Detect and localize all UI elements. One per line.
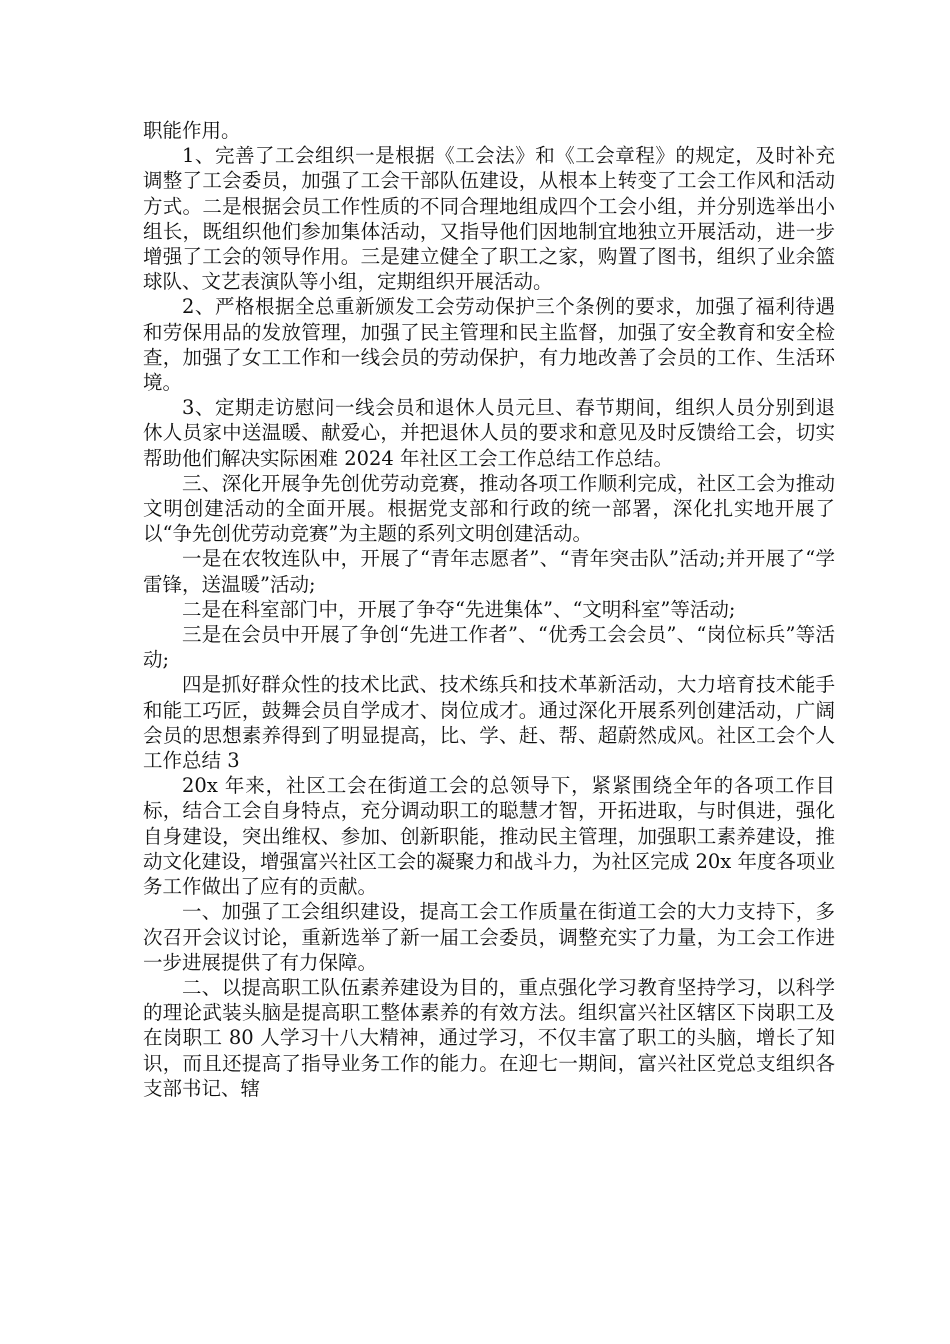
paragraph-section-one: 一、加强了工会组织建设，提高工会工作质量在街道工会的大力支持下，多次召开会议讨论，重新选举了新一届工会委员，调整充实了力量，为工会工作进一步进展提供了有力保障。 [143, 900, 835, 974]
paragraph-continuation: 职能作用。 [143, 119, 241, 142]
paragraph-year-summary: 20x 年来，社区工会在街道工会的总领导下，紧紧围绕全年的各项工作目标，结合工会自身特点，充分调动职工的聪慧才智，开拓进取，与时俱进，强化自身建设，突出维权、参加、创新职能，推动民主管理，加强职工素养建设，推动文化建设，增强富兴社区工会的凝聚力和战斗力，为社区完成 20x 年度各项业务工作做出了应有的贡献。 [143, 774, 835, 899]
paragraph-item-four: 四是抓好群众性的技术比武、技术练兵和技术革新活动，大力培育技术能手和能工巧匠，鼓舞会员自学成才、岗位成才。通过深化开展系列创建活动，广阔会员的思想素养得到了明显提高，比、学、赶、帮、超蔚然成风。社区工会个人工作总结 3 [143, 673, 835, 773]
paragraph-labor-competition: 三、深化开展争先创优劳动竞赛，推动各项工作顺利完成，社区工会为推动文明创建活动的全面开展。根据党支部和行政的统一部署，深化扎实地开展了以“争先创优劳动竞赛”为主题的系列文明创建活动。 [143, 471, 835, 546]
paragraph-visits: 3、定期走访慰问一线会员和退休人员元旦、春节期间，组织人员分别到退休人员家中送温暖、献爱心，并把退休人员的要求和意见及时反馈给工会，切实帮助他们解决实际困难 2024 年社区工会工作总结工作总结。 [143, 396, 835, 470]
paragraph-item-two: 二是在科室部门中，开展了争夺“先进集体”、“文明科室”等活动; [182, 597, 736, 621]
paragraph-union-organization: 1、完善了工会组织一是根据《工会法》和《工会章程》的规定，及时补充调整了工会委员，加强了工会干部队伍建设，从根本上转变了工会工作风和活动方式。二是根据会员工作性质的不同合理地组成四个工会小组，并分别选举出小组长，既组织他们参加集体活动，又指导他们因地制宜地独立开展活动，进一步增强了工会的领导作用。三是建立健全了职工之家，购置了图书，组织了业余篮球队、文艺表演队等小组，定期组织开展活动。 [143, 144, 835, 294]
paragraph-section-two: 二、以提高职工队伍素养建设为目的，重点强化学习教育坚持学习，以科学的理论武装头脑是提高职工整体素养的有效方法。组织富兴社区辖区下岗职工及在岗职工 80 人学习十八大精神，通过学习，不仅丰富了职工的头脑，增长了知识，而且还提高了指导业务工作的能力。在迎七一期间，富兴社区党总支组织各支部书记、辖 [143, 975, 835, 1100]
paragraph-item-one: 一是在农牧连队中，开展了“青年志愿者”、“青年突击队”活动;并开展了“学雷锋，送温暖”活动; [143, 547, 835, 596]
paragraph-item-three: 三是在会员中开展了争创“先进工作者”、“优秀工会会员”、“岗位标兵”等活动; [143, 623, 835, 672]
paragraph-labor-protection: 2、严格根据全总重新颁发工会劳动保护三个条例的要求，加强了福利待遇和劳保用品的发放管理，加强了民主管理和民主监督，加强了安全教育和安全检查，加强了女工工作和一线会员的劳动保护，有力地改善了会员的工作、生活环境。 [143, 295, 835, 395]
document-page [143, 118, 835, 1101]
